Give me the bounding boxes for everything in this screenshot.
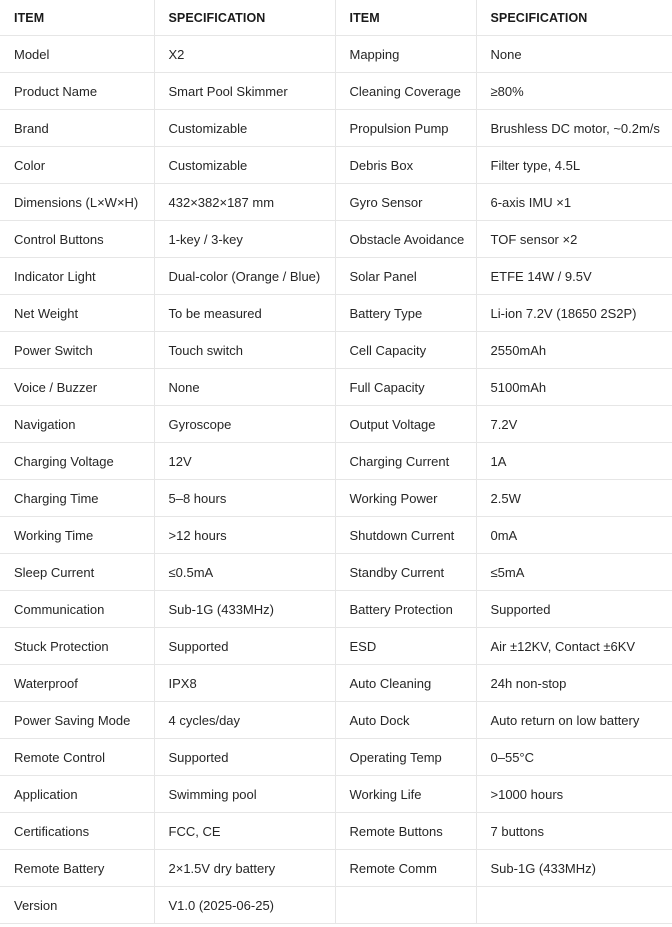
table-row [0, 332, 672, 369]
table-row [0, 554, 672, 591]
cell-item-left: Brand [0, 110, 154, 147]
cell-spec-left: None [154, 369, 335, 406]
cell-spec-right: 7.2V [476, 406, 672, 443]
cell-item-left: Sleep Current [0, 554, 154, 591]
table-row [0, 147, 672, 184]
table-row [0, 628, 672, 665]
table-row [0, 184, 672, 221]
table-row [0, 702, 672, 739]
cell-item-left: Navigation [0, 406, 154, 443]
header-item-left: ITEM [0, 0, 154, 36]
table-row [0, 591, 672, 628]
cell-spec-right: 7 buttons [476, 813, 672, 850]
header-row [0, 0, 672, 36]
cell-item-left: Remote Control [0, 739, 154, 776]
cell-spec-left: Swimming pool [154, 776, 335, 813]
table-row [0, 813, 672, 850]
cell-spec-left: Supported [154, 739, 335, 776]
cell-item-left: Charging Time [0, 480, 154, 517]
cell-spec-left: Gyroscope [154, 406, 335, 443]
cell-spec-right: Air ±12KV, Contact ±6KV [476, 628, 672, 665]
cell-item-right: Battery Type [335, 295, 476, 332]
cell-item-right: Remote Buttons [335, 813, 476, 850]
cell-item-left: Application [0, 776, 154, 813]
cell-spec-left: 4 cycles/day [154, 702, 335, 739]
cell-item-left: Color [0, 147, 154, 184]
cell-item-right: Battery Protection [335, 591, 476, 628]
cell-item-left: Indicator Light [0, 258, 154, 295]
table-row [0, 369, 672, 406]
table-row [0, 739, 672, 776]
cell-item-left: Control Buttons [0, 221, 154, 258]
cell-item-left: Communication [0, 591, 154, 628]
cell-spec-left: 5–8 hours [154, 480, 335, 517]
cell-item-right: Operating Temp [335, 739, 476, 776]
table-row [0, 480, 672, 517]
cell-spec-left: 1-key / 3-key [154, 221, 335, 258]
cell-spec-left: Customizable [154, 147, 335, 184]
cell-item-right: Working Power [335, 480, 476, 517]
table-row [0, 887, 672, 924]
cell-spec-left: 2×1.5V dry battery [154, 850, 335, 887]
cell-item-right: Auto Cleaning [335, 665, 476, 702]
cell-item-left: Stuck Protection [0, 628, 154, 665]
cell-item-right: Standby Current [335, 554, 476, 591]
table-row [0, 850, 672, 887]
table-row [0, 776, 672, 813]
cell-item-left: Voice / Buzzer [0, 369, 154, 406]
cell-spec-right [476, 887, 672, 924]
cell-spec-left: Smart Pool Skimmer [154, 73, 335, 110]
cell-item-right: Charging Current [335, 443, 476, 480]
cell-spec-right: TOF sensor ×2 [476, 221, 672, 258]
cell-item-left: Working Time [0, 517, 154, 554]
cell-spec-right: 0–55°C [476, 739, 672, 776]
cell-item-left: Certifications [0, 813, 154, 850]
spec-table-body [0, 36, 672, 924]
cell-spec-right: 1A [476, 443, 672, 480]
cell-item-left: Product Name [0, 73, 154, 110]
cell-item-left: Power Saving Mode [0, 702, 154, 739]
cell-item-right: Gyro Sensor [335, 184, 476, 221]
cell-spec-left: Supported [154, 628, 335, 665]
cell-spec-left: V1.0 (2025-06-25) [154, 887, 335, 924]
cell-spec-left: Touch switch [154, 332, 335, 369]
cell-item-right: Obstacle Avoidance [335, 221, 476, 258]
cell-spec-left: Dual-color (Orange / Blue) [154, 258, 335, 295]
cell-spec-left: 12V [154, 443, 335, 480]
cell-item-right: Working Life [335, 776, 476, 813]
cell-spec-right: ≥80% [476, 73, 672, 110]
cell-spec-left: FCC, CE [154, 813, 335, 850]
table-row [0, 295, 672, 332]
table-row [0, 406, 672, 443]
cell-item-right: Debris Box [335, 147, 476, 184]
table-row [0, 221, 672, 258]
cell-item-left: Power Switch [0, 332, 154, 369]
cell-item-right: Shutdown Current [335, 517, 476, 554]
cell-item-left: Net Weight [0, 295, 154, 332]
cell-item-right: Cell Capacity [335, 332, 476, 369]
cell-item-left: Dimensions (L×W×H) [0, 184, 154, 221]
table-row [0, 73, 672, 110]
cell-spec-left: IPX8 [154, 665, 335, 702]
table-row [0, 517, 672, 554]
cell-item-right: Full Capacity [335, 369, 476, 406]
cell-spec-left: X2 [154, 36, 335, 73]
cell-spec-right: Filter type, 4.5L [476, 147, 672, 184]
cell-item-left: Remote Battery [0, 850, 154, 887]
header-spec-left: SPECIFICATION [154, 0, 335, 36]
cell-spec-right: Supported [476, 591, 672, 628]
table-row [0, 258, 672, 295]
cell-item-right: Auto Dock [335, 702, 476, 739]
cell-item-right: Output Voltage [335, 406, 476, 443]
cell-item-right [335, 887, 476, 924]
cell-item-right: Mapping [335, 36, 476, 73]
cell-item-right: Solar Panel [335, 258, 476, 295]
table-row [0, 665, 672, 702]
cell-spec-right: 2550mAh [476, 332, 672, 369]
cell-spec-right: 2.5W [476, 480, 672, 517]
cell-spec-right: Auto return on low battery [476, 702, 672, 739]
cell-spec-left: >12 hours [154, 517, 335, 554]
header-item-right: ITEM [335, 0, 476, 36]
cell-spec-left: 432×382×187 mm [154, 184, 335, 221]
cell-spec-right: 5100mAh [476, 369, 672, 406]
cell-item-right: Propulsion Pump [335, 110, 476, 147]
cell-spec-right: 24h non-stop [476, 665, 672, 702]
cell-item-left: Version [0, 887, 154, 924]
table-row [0, 36, 672, 73]
cell-spec-right: Li-ion 7.2V (18650 2S2P) [476, 295, 672, 332]
spec-table-header [0, 0, 672, 36]
cell-item-right: Cleaning Coverage [335, 73, 476, 110]
cell-spec-right: None [476, 36, 672, 73]
cell-spec-right: >1000 hours [476, 776, 672, 813]
cell-item-left: Waterproof [0, 665, 154, 702]
cell-item-left: Model [0, 36, 154, 73]
cell-spec-right: Brushless DC motor, ~0.2m/s [476, 110, 672, 147]
cell-spec-left: Sub-1G (433MHz) [154, 591, 335, 628]
cell-spec-left: To be measured [154, 295, 335, 332]
cell-item-left: Charging Voltage [0, 443, 154, 480]
cell-spec-right: 6-axis IMU ×1 [476, 184, 672, 221]
cell-spec-left: Customizable [154, 110, 335, 147]
cell-spec-right: Sub-1G (433MHz) [476, 850, 672, 887]
cell-spec-right: 0mA [476, 517, 672, 554]
cell-spec-left: ≤0.5mA [154, 554, 335, 591]
table-row [0, 110, 672, 147]
cell-spec-right: ≤5mA [476, 554, 672, 591]
cell-item-right: Remote Comm [335, 850, 476, 887]
header-spec-right: SPECIFICATION [476, 0, 672, 36]
cell-spec-right: ETFE 14W / 9.5V [476, 258, 672, 295]
cell-item-right: ESD [335, 628, 476, 665]
table-row [0, 443, 672, 480]
